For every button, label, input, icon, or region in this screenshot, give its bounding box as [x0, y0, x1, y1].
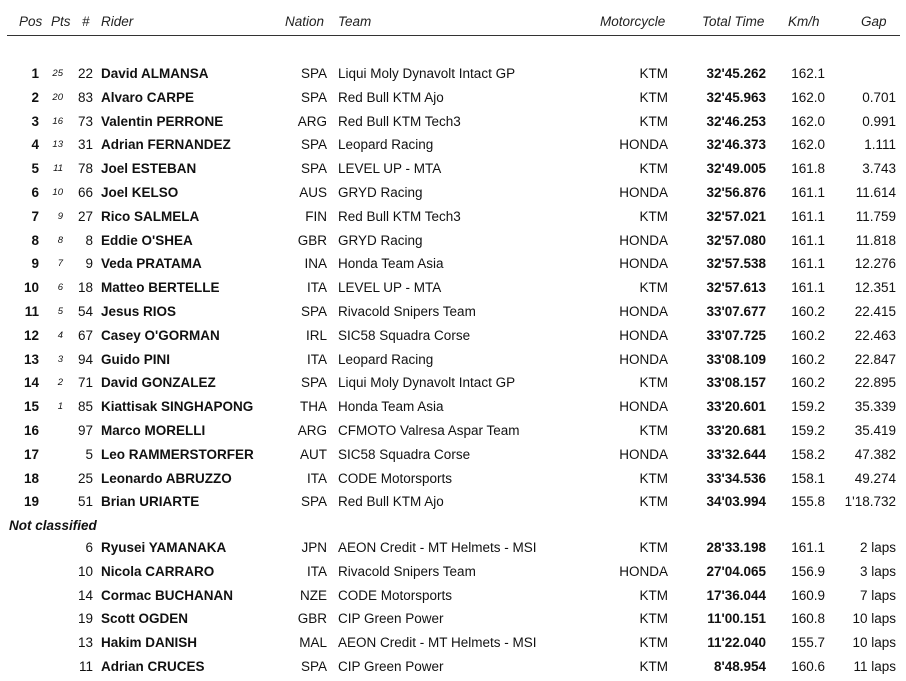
team-cell: AEON Credit - MT Helmets - MSI [338, 540, 537, 555]
motorcycle-cell: KTM [639, 470, 668, 486]
total-time-cell: 33'32.644 [706, 446, 766, 462]
header-motorcycle: Motorcycle [600, 14, 666, 29]
result-row [0, 420, 906, 442]
rider-name-cell: Valentin PERRONE [101, 113, 224, 129]
not-classified-row [0, 561, 906, 583]
points-cell: 7 [57, 258, 63, 270]
rider-name-cell: Cormac BUCHANAN [101, 587, 234, 603]
gap-cell: 1.111 [864, 137, 896, 153]
result-row [0, 87, 906, 109]
points-cell: 1 [57, 401, 63, 413]
speed-cell: 160.2 [791, 375, 825, 391]
header-gap: Gap [861, 14, 887, 29]
motorcycle-cell: HONDA [619, 304, 668, 319]
result-row [0, 182, 906, 204]
total-time-cell: 33'34.536 [706, 470, 766, 486]
header-total-time: Total Time [702, 14, 765, 29]
result-row [0, 134, 906, 156]
gap-cell: 35.339 [854, 399, 896, 415]
total-time-cell: 32'45.262 [706, 66, 766, 81]
total-time-cell: 32'57.080 [706, 232, 766, 248]
rider-name-cell: Joel ESTEBAN [101, 161, 197, 177]
result-row [0, 491, 906, 513]
gap-cell: 22.415 [854, 304, 896, 319]
gap-cell: 22.847 [854, 351, 896, 367]
position-cell: 12 [23, 327, 39, 343]
nation-cell: GBR [297, 232, 327, 248]
speed-cell: 161.1 [791, 540, 825, 555]
motorcycle-cell: KTM [639, 89, 668, 105]
team-cell: Red Bull KTM Ajo [338, 89, 444, 105]
position-cell: 7 [31, 208, 39, 224]
total-time-cell: 32'45.963 [706, 89, 766, 105]
speed-cell: 158.2 [791, 446, 825, 462]
total-time-cell: 32'57.538 [706, 256, 766, 272]
gap-cell: 22.463 [854, 327, 896, 343]
gap-cell: 3.743 [862, 161, 896, 177]
nation-cell: SPA [300, 137, 327, 153]
result-row [0, 468, 906, 490]
rider-number-cell: 6 [85, 540, 93, 555]
points-cell: 2 [57, 377, 63, 389]
total-time-cell: 32'46.253 [706, 113, 766, 129]
gap-cell: 12.351 [854, 280, 896, 296]
speed-cell: 155.7 [791, 635, 825, 651]
speed-cell: 161.1 [791, 185, 825, 200]
motorcycle-cell: HONDA [619, 256, 668, 272]
position-cell: 2 [31, 89, 39, 105]
total-time-cell: 11'00.151 [707, 611, 766, 627]
gap-cell: 7 laps [859, 587, 896, 603]
total-time-cell: 32'46.373 [706, 137, 766, 153]
nation-cell: IRL [305, 327, 327, 343]
speed-cell: 160.2 [791, 351, 825, 367]
rider-name-cell: Rico SALMELA [101, 208, 200, 224]
nation-cell: ARG [297, 113, 327, 129]
rider-number-cell: 13 [77, 635, 93, 651]
speed-cell: 162.0 [791, 113, 825, 129]
nation-cell: AUT [300, 446, 327, 462]
points-cell: 10 [52, 187, 63, 198]
speed-cell: 155.8 [791, 494, 825, 510]
rider-name-cell: Leo RAMMERSTORFER [101, 446, 254, 462]
rider-name-cell: Hakim DANISH [101, 635, 198, 651]
points-cell: 8 [57, 234, 63, 246]
nation-cell: SPA [300, 494, 327, 510]
motorcycle-cell: KTM [639, 659, 668, 674]
not-classified-row [0, 608, 906, 630]
motorcycle-cell: HONDA [619, 137, 668, 153]
result-row [0, 111, 906, 133]
rider-number-cell: 19 [77, 611, 93, 627]
result-row [0, 301, 906, 323]
motorcycle-cell: KTM [639, 375, 668, 391]
rider-number-cell: 18 [77, 280, 93, 296]
nation-cell: MAL [299, 635, 327, 651]
nation-cell: FIN [305, 208, 327, 224]
total-time-cell: 11'22.040 [707, 635, 766, 651]
header-pts: Pts [51, 14, 71, 29]
total-time-cell: 33'07.677 [706, 304, 766, 319]
position-cell: 16 [23, 423, 39, 438]
header-team: Team [338, 14, 372, 29]
total-time-cell: 33'07.725 [706, 327, 766, 343]
speed-cell: 162.0 [791, 89, 825, 105]
rider-name-cell: Casey O'GORMAN [101, 327, 220, 343]
result-row [0, 372, 906, 394]
rider-number-cell: 97 [77, 423, 93, 438]
rider-name-cell: David ALMANSA [101, 66, 209, 81]
gap-cell: 10 laps [852, 611, 896, 627]
points-cell [43, 420, 63, 442]
team-cell: Rivacold Snipers Team [338, 563, 476, 579]
points-cell [43, 468, 63, 490]
speed-cell: 156.9 [791, 563, 825, 579]
team-cell: SIC58 Squadra Corse [338, 327, 471, 343]
nation-cell: SPA [300, 66, 327, 81]
points-cell: 13 [52, 139, 63, 151]
not-classified-row [0, 632, 906, 654]
position-cell: 11 [24, 304, 39, 319]
team-cell: Leopard Racing [338, 137, 434, 153]
rider-number-cell: 83 [77, 89, 93, 105]
points-cell: 25 [52, 68, 63, 79]
nation-cell: AUS [299, 185, 327, 200]
team-cell: Red Bull KTM Tech3 [338, 113, 461, 129]
team-cell: Liqui Moly Dynavolt Intact GP [338, 375, 516, 391]
result-row [0, 277, 906, 299]
speed-cell: 161.1 [791, 280, 825, 296]
position-cell: 5 [31, 161, 39, 177]
speed-cell: 160.2 [791, 304, 825, 319]
rider-number-cell: 31 [77, 137, 93, 153]
gap-cell: 10 laps [852, 635, 896, 651]
points-cell: 16 [52, 115, 63, 127]
position-cell: 13 [23, 351, 39, 367]
nation-cell: ITA [307, 280, 327, 296]
result-row [0, 349, 906, 371]
not-classified-row [0, 656, 906, 678]
header-rider: Rider [101, 14, 134, 29]
nation-cell: SPA [300, 375, 327, 391]
rider-name-cell: Marco MORELLI [101, 423, 206, 438]
position-cell: 14 [23, 375, 39, 391]
motorcycle-cell: KTM [639, 66, 668, 81]
speed-cell: 161.8 [791, 161, 825, 177]
rider-number-cell: 73 [77, 113, 93, 129]
gap-cell: 22.895 [854, 375, 896, 391]
motorcycle-cell: KTM [639, 161, 668, 177]
team-cell: GRYD Racing [338, 232, 423, 248]
gap-cell: 11 laps [853, 659, 896, 674]
gap-cell: 35.419 [854, 423, 896, 438]
nation-cell: SPA [300, 304, 327, 319]
rider-number-cell: 94 [77, 351, 93, 367]
rider-number-cell: 11 [78, 659, 93, 674]
motorcycle-cell: HONDA [619, 446, 668, 462]
team-cell: CODE Motorsports [338, 587, 453, 603]
motorcycle-cell: KTM [639, 540, 668, 555]
position-cell: 9 [31, 256, 39, 272]
result-row [0, 158, 906, 180]
gap-cell: 11.614 [855, 185, 896, 200]
gap-cell: 49.274 [854, 470, 896, 486]
speed-cell: 161.1 [791, 256, 825, 272]
rider-name-cell: Leonardo ABRUZZO [101, 470, 232, 486]
not-classified-row [0, 585, 906, 607]
rider-name-cell: David GONZALEZ [101, 375, 216, 391]
motorcycle-cell: HONDA [619, 563, 668, 579]
team-cell: CODE Motorsports [338, 470, 453, 486]
header-pos: Pos [19, 14, 43, 29]
rider-number-cell: 85 [77, 399, 93, 415]
speed-cell: 162.0 [791, 137, 825, 153]
rider-name-cell: Brian URIARTE [101, 494, 200, 510]
rider-name-cell: Adrian FERNANDEZ [101, 137, 231, 153]
rider-name-cell: Jesus RIOS [101, 304, 177, 319]
nation-cell: ITA [307, 563, 327, 579]
rider-name-cell: Matteo BERTELLE [101, 280, 220, 296]
speed-cell: 159.2 [791, 399, 825, 415]
total-time-cell: 28'33.198 [706, 540, 766, 555]
motorcycle-cell: KTM [639, 280, 668, 296]
motorcycle-cell: KTM [639, 423, 668, 438]
team-cell: SIC58 Squadra Corse [338, 446, 471, 462]
rider-number-cell: 14 [77, 587, 93, 603]
result-row [0, 253, 906, 275]
team-cell: LEVEL UP - MTA [338, 280, 442, 296]
rider-name-cell: Scott OGDEN [101, 611, 189, 627]
speed-cell: 159.2 [791, 423, 825, 438]
gap-cell: 3 laps [859, 563, 896, 579]
team-cell: Red Bull KTM Ajo [338, 494, 444, 510]
rider-number-cell: 10 [77, 563, 93, 579]
speed-cell: 158.1 [791, 470, 825, 486]
result-row [0, 206, 906, 228]
team-cell: CIP Green Power [338, 659, 444, 674]
team-cell: Honda Team Asia [338, 399, 444, 415]
total-time-cell: 32'57.613 [706, 280, 766, 296]
total-time-cell: 34'03.994 [706, 494, 766, 510]
result-row [0, 325, 906, 347]
nation-cell: SPA [300, 659, 327, 674]
gap-cell: 0.991 [862, 113, 896, 129]
speed-cell: 161.1 [791, 208, 825, 224]
position-cell: 10 [23, 280, 39, 296]
speed-cell: 160.8 [791, 611, 825, 627]
rider-name-cell: Kiattisak SINGHAPONG [101, 399, 254, 415]
rider-number-cell: 8 [85, 232, 93, 248]
position-cell: 18 [23, 470, 39, 486]
rider-name-cell: Alvaro CARPE [101, 89, 195, 105]
motorcycle-cell: KTM [639, 587, 668, 603]
team-cell: GRYD Racing [338, 185, 423, 200]
points-cell [43, 491, 63, 513]
header-kmh: Km/h [788, 14, 820, 29]
position-cell: 15 [23, 399, 39, 415]
total-time-cell: 32'56.876 [706, 185, 766, 200]
motorcycle-cell: KTM [639, 635, 668, 651]
points-cell: 5 [57, 306, 63, 317]
team-cell: CIP Green Power [338, 611, 444, 627]
position-cell: 6 [31, 185, 39, 200]
gap-cell: 12.276 [854, 256, 896, 272]
rider-number-cell: 71 [77, 375, 93, 391]
total-time-cell: 32'57.021 [706, 208, 766, 224]
header-divider [7, 35, 900, 36]
total-time-cell: 32'49.005 [706, 161, 766, 177]
speed-cell: 160.9 [791, 587, 825, 603]
rider-number-cell: 9 [85, 256, 93, 272]
position-cell: 3 [31, 113, 39, 129]
rider-number-cell: 22 [77, 66, 93, 81]
position-cell: 4 [31, 137, 39, 153]
motorcycle-cell: KTM [639, 494, 668, 510]
rider-name-cell: Nicola CARRARO [101, 563, 215, 579]
nation-cell: ARG [297, 423, 327, 438]
motorcycle-cell: HONDA [619, 399, 668, 415]
motorcycle-cell: HONDA [619, 351, 668, 367]
team-cell: Leopard Racing [338, 351, 434, 367]
gap-cell [826, 63, 896, 85]
speed-cell: 162.1 [791, 66, 825, 81]
rider-number-cell: 25 [77, 470, 93, 486]
speed-cell: 160.6 [791, 659, 825, 674]
points-cell: 3 [57, 353, 63, 365]
position-cell: 1 [31, 66, 39, 81]
gap-cell: 11.818 [855, 232, 896, 248]
rider-number-cell: 51 [77, 494, 93, 510]
rider-name-cell: Adrian CRUCES [101, 659, 205, 674]
header-nation: Nation [285, 14, 325, 29]
motorcycle-cell: KTM [639, 208, 668, 224]
result-row [0, 444, 906, 466]
points-cell: 11 [53, 163, 63, 175]
rider-number-cell: 67 [77, 327, 93, 343]
not-classified-row [0, 537, 906, 559]
team-cell: Honda Team Asia [338, 256, 444, 272]
position-cell: 8 [31, 232, 39, 248]
team-cell: Red Bull KTM Tech3 [338, 208, 461, 224]
rider-number-cell: 78 [77, 161, 93, 177]
points-cell: 20 [52, 91, 63, 103]
nation-cell: JPN [301, 540, 327, 555]
gap-cell: 1'18.732 [844, 494, 896, 510]
result-row [0, 396, 906, 418]
points-cell: 4 [57, 329, 63, 341]
speed-cell: 160.2 [791, 327, 825, 343]
nation-cell: THA [300, 399, 327, 415]
motorcycle-cell: HONDA [619, 232, 668, 248]
nation-cell: NZE [300, 587, 327, 603]
rider-name-cell: Joel KELSO [101, 185, 179, 200]
motorcycle-cell: HONDA [619, 327, 668, 343]
gap-cell: 47.382 [854, 446, 896, 462]
motorcycle-cell: HONDA [619, 185, 668, 200]
nation-cell: ITA [307, 470, 327, 486]
team-cell: CFMOTO Valresa Aspar Team [338, 423, 520, 438]
total-time-cell: 8'48.954 [713, 659, 766, 674]
total-time-cell: 33'20.681 [706, 423, 766, 438]
points-cell: 6 [57, 282, 63, 294]
nation-cell: SPA [300, 161, 327, 177]
header-number: # [82, 14, 90, 29]
position-cell: 17 [23, 446, 39, 462]
total-time-cell: 33'08.157 [706, 375, 766, 391]
rider-number-cell: 54 [77, 304, 93, 319]
team-cell: Rivacold Snipers Team [338, 304, 476, 319]
nation-cell: ITA [307, 351, 327, 367]
points-cell [43, 444, 63, 466]
gap-cell: 0.701 [862, 89, 896, 105]
gap-cell: 11.759 [855, 208, 896, 224]
not-classified-heading: Not classified [9, 518, 97, 533]
rider-number-cell: 27 [77, 208, 93, 224]
total-time-cell: 33'08.109 [706, 351, 766, 367]
rider-number-cell: 66 [77, 185, 93, 200]
rider-name-cell: Eddie O'SHEA [101, 232, 193, 248]
points-cell: 9 [57, 210, 63, 222]
rider-number-cell: 5 [85, 446, 93, 462]
motorcycle-cell: KTM [639, 611, 668, 627]
rider-name-cell: Ryusei YAMANAKA [101, 540, 227, 555]
rider-name-cell: Veda PRATAMA [101, 256, 202, 272]
nation-cell: INA [304, 256, 327, 272]
speed-cell: 161.1 [791, 232, 825, 248]
position-cell: 19 [23, 494, 39, 510]
total-time-cell: 27'04.065 [706, 563, 766, 579]
nation-cell: SPA [300, 89, 327, 105]
total-time-cell: 17'36.044 [706, 587, 766, 603]
gap-cell: 2 laps [859, 540, 896, 555]
rider-name-cell: Guido PINI [101, 351, 170, 367]
team-cell: AEON Credit - MT Helmets - MSI [338, 635, 537, 651]
motorcycle-cell: KTM [639, 113, 668, 129]
nation-cell: GBR [297, 611, 327, 627]
result-row [0, 63, 906, 85]
total-time-cell: 33'20.601 [706, 399, 766, 415]
team-cell: Liqui Moly Dynavolt Intact GP [338, 66, 516, 81]
result-row [0, 230, 906, 252]
team-cell: LEVEL UP - MTA [338, 161, 442, 177]
